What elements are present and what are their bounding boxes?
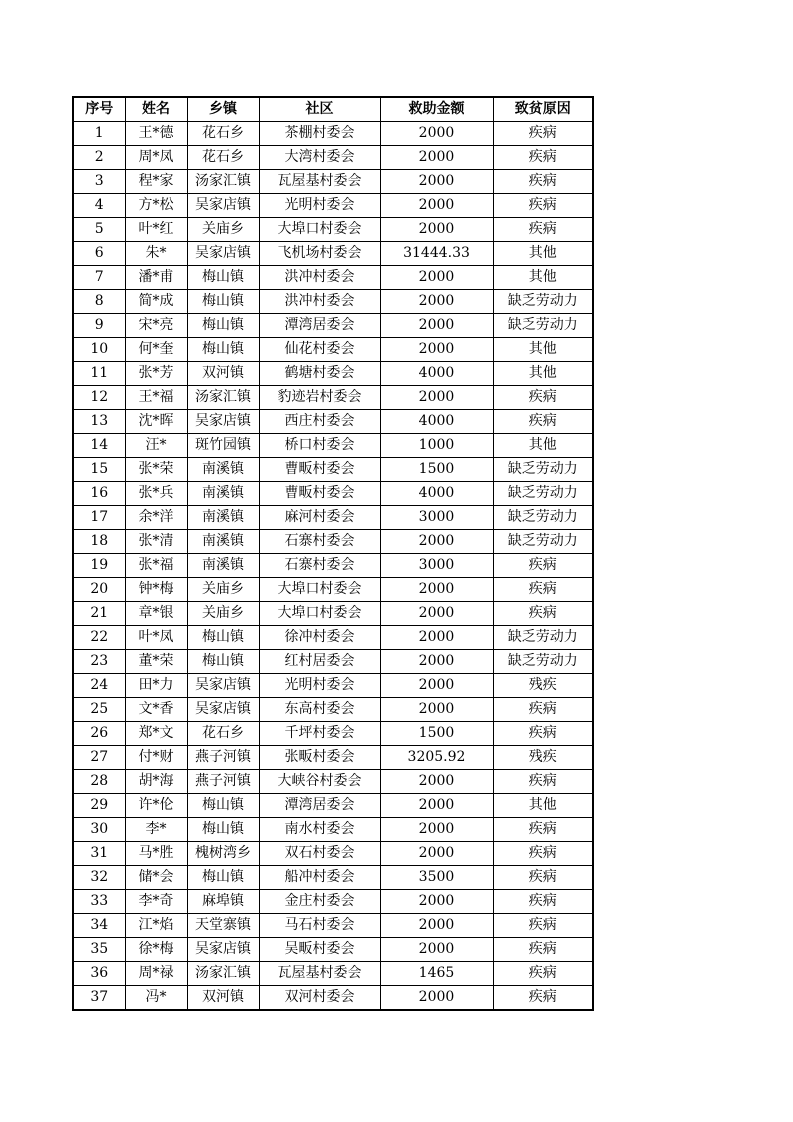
cell-amount: 2000 <box>380 602 493 626</box>
cell-index: 37 <box>73 986 125 1011</box>
cell-amount: 2000 <box>380 314 493 338</box>
cell-amount: 2000 <box>380 146 493 170</box>
table-row <box>73 962 593 986</box>
cell-community: 鹤塘村委会 <box>259 362 380 386</box>
header-community: 社区 <box>259 97 380 122</box>
cell-amount: 2000 <box>380 266 493 290</box>
cell-index: 1 <box>73 122 125 146</box>
cell-index: 35 <box>73 938 125 962</box>
cell-index: 28 <box>73 770 125 794</box>
table-row <box>73 362 593 386</box>
cell-community: 大埠口村委会 <box>259 578 380 602</box>
cell-name: 章*银 <box>125 602 187 626</box>
cell-community: 大湾村委会 <box>259 146 380 170</box>
cell-reason: 其他 <box>493 242 593 266</box>
cell-township: 关庙乡 <box>187 578 259 602</box>
table-row <box>73 410 593 434</box>
header-reason: 致贫原因 <box>493 97 593 122</box>
table-row <box>73 338 593 362</box>
cell-amount: 1465 <box>380 962 493 986</box>
cell-reason: 疾病 <box>493 578 593 602</box>
cell-reason: 缺乏劳动力 <box>493 506 593 530</box>
cell-index: 33 <box>73 890 125 914</box>
cell-township: 花石乡 <box>187 122 259 146</box>
cell-name: 李* <box>125 818 187 842</box>
cell-reason: 缺乏劳动力 <box>493 314 593 338</box>
cell-index: 32 <box>73 866 125 890</box>
cell-community: 瓦屋基村委会 <box>259 962 380 986</box>
cell-name: 张*清 <box>125 530 187 554</box>
cell-index: 36 <box>73 962 125 986</box>
cell-reason: 疾病 <box>493 698 593 722</box>
cell-index: 34 <box>73 914 125 938</box>
table-row <box>73 626 593 650</box>
cell-amount: 2000 <box>380 914 493 938</box>
cell-township: 吴家店镇 <box>187 410 259 434</box>
cell-reason: 疾病 <box>493 818 593 842</box>
cell-township: 梅山镇 <box>187 794 259 818</box>
cell-reason: 缺乏劳动力 <box>493 530 593 554</box>
cell-community: 曹畈村委会 <box>259 458 380 482</box>
cell-reason: 疾病 <box>493 722 593 746</box>
cell-amount: 2000 <box>380 338 493 362</box>
cell-community: 东高村委会 <box>259 698 380 722</box>
cell-name: 田*力 <box>125 674 187 698</box>
cell-reason: 缺乏劳动力 <box>493 458 593 482</box>
table-header <box>73 97 593 122</box>
cell-amount: 2000 <box>380 770 493 794</box>
cell-reason: 其他 <box>493 362 593 386</box>
cell-reason: 残疾 <box>493 674 593 698</box>
cell-index: 11 <box>73 362 125 386</box>
cell-amount: 2000 <box>380 530 493 554</box>
cell-amount: 2000 <box>380 794 493 818</box>
cell-township: 梅山镇 <box>187 314 259 338</box>
cell-index: 25 <box>73 698 125 722</box>
cell-township: 关庙乡 <box>187 218 259 242</box>
cell-township: 吴家店镇 <box>187 242 259 266</box>
cell-name: 宋*亮 <box>125 314 187 338</box>
cell-community: 大埠口村委会 <box>259 218 380 242</box>
table-row <box>73 722 593 746</box>
cell-reason: 其他 <box>493 266 593 290</box>
cell-community: 飞机场村委会 <box>259 242 380 266</box>
cell-amount: 2000 <box>380 890 493 914</box>
cell-amount: 2000 <box>380 626 493 650</box>
table-row <box>73 818 593 842</box>
cell-reason: 疾病 <box>493 842 593 866</box>
cell-township: 梅山镇 <box>187 650 259 674</box>
cell-reason: 缺乏劳动力 <box>493 482 593 506</box>
cell-reason: 缺乏劳动力 <box>493 626 593 650</box>
cell-community: 瓦屋基村委会 <box>259 170 380 194</box>
cell-township: 吴家店镇 <box>187 698 259 722</box>
cell-amount: 2000 <box>380 194 493 218</box>
cell-reason: 疾病 <box>493 194 593 218</box>
cell-amount: 3500 <box>380 866 493 890</box>
cell-township: 汤家汇镇 <box>187 386 259 410</box>
table-row <box>73 866 593 890</box>
cell-township: 南溪镇 <box>187 458 259 482</box>
cell-amount: 2000 <box>380 170 493 194</box>
table-row <box>73 170 593 194</box>
cell-township: 梅山镇 <box>187 290 259 314</box>
cell-name: 胡*海 <box>125 770 187 794</box>
table-row <box>73 218 593 242</box>
cell-index: 18 <box>73 530 125 554</box>
cell-name: 王*福 <box>125 386 187 410</box>
cell-amount: 1500 <box>380 722 493 746</box>
table-row <box>73 842 593 866</box>
table-row <box>73 890 593 914</box>
cell-amount: 2000 <box>380 842 493 866</box>
cell-township: 梅山镇 <box>187 266 259 290</box>
header-name: 姓名 <box>125 97 187 122</box>
cell-reason: 疾病 <box>493 410 593 434</box>
header-amount: 救助金额 <box>380 97 493 122</box>
cell-name: 叶*凤 <box>125 626 187 650</box>
cell-amount: 2000 <box>380 674 493 698</box>
cell-township: 梅山镇 <box>187 626 259 650</box>
cell-index: 13 <box>73 410 125 434</box>
cell-amount: 2000 <box>380 122 493 146</box>
cell-township: 燕子河镇 <box>187 770 259 794</box>
cell-index: 29 <box>73 794 125 818</box>
cell-name: 张*荣 <box>125 458 187 482</box>
cell-township: 双河镇 <box>187 362 259 386</box>
cell-community: 潭湾居委会 <box>259 794 380 818</box>
cell-community: 千坪村委会 <box>259 722 380 746</box>
cell-community: 金庄村委会 <box>259 890 380 914</box>
cell-index: 30 <box>73 818 125 842</box>
cell-community: 大埠口村委会 <box>259 602 380 626</box>
cell-amount: 3205.92 <box>380 746 493 770</box>
cell-index: 5 <box>73 218 125 242</box>
cell-index: 9 <box>73 314 125 338</box>
cell-community: 张畈村委会 <box>259 746 380 770</box>
cell-township: 南溪镇 <box>187 530 259 554</box>
table-row <box>73 194 593 218</box>
cell-reason: 其他 <box>493 794 593 818</box>
table-row <box>73 122 593 146</box>
cell-community: 双石村委会 <box>259 842 380 866</box>
cell-reason: 缺乏劳动力 <box>493 650 593 674</box>
table-row <box>73 290 593 314</box>
cell-township: 吴家店镇 <box>187 674 259 698</box>
cell-amount: 1500 <box>380 458 493 482</box>
table-row <box>73 242 593 266</box>
cell-community: 曹畈村委会 <box>259 482 380 506</box>
cell-community: 桥口村委会 <box>259 434 380 458</box>
cell-name: 钟*梅 <box>125 578 187 602</box>
cell-name: 王*德 <box>125 122 187 146</box>
cell-township: 汤家汇镇 <box>187 962 259 986</box>
cell-community: 徐冲村委会 <box>259 626 380 650</box>
cell-amount: 2000 <box>380 986 493 1011</box>
table-row <box>73 986 593 1011</box>
table-row <box>73 650 593 674</box>
cell-index: 15 <box>73 458 125 482</box>
cell-township: 麻埠镇 <box>187 890 259 914</box>
table-row <box>73 482 593 506</box>
cell-township: 吴家店镇 <box>187 194 259 218</box>
cell-community: 洪冲村委会 <box>259 290 380 314</box>
cell-community: 马石村委会 <box>259 914 380 938</box>
header-township: 乡镇 <box>187 97 259 122</box>
cell-name: 李*奇 <box>125 890 187 914</box>
cell-township: 花石乡 <box>187 146 259 170</box>
cell-name: 朱* <box>125 242 187 266</box>
cell-name: 储*会 <box>125 866 187 890</box>
cell-index: 4 <box>73 194 125 218</box>
table-row <box>73 578 593 602</box>
cell-community: 石寨村委会 <box>259 530 380 554</box>
cell-reason: 其他 <box>493 338 593 362</box>
cell-name: 潘*甫 <box>125 266 187 290</box>
cell-township: 梅山镇 <box>187 338 259 362</box>
cell-community: 双河村委会 <box>259 986 380 1011</box>
cell-name: 马*胜 <box>125 842 187 866</box>
cell-index: 16 <box>73 482 125 506</box>
cell-community: 光明村委会 <box>259 194 380 218</box>
cell-community: 豹迹岩村委会 <box>259 386 380 410</box>
cell-reason: 疾病 <box>493 170 593 194</box>
cell-amount: 2000 <box>380 290 493 314</box>
cell-name: 文*香 <box>125 698 187 722</box>
table-row <box>73 698 593 722</box>
cell-name: 郑*文 <box>125 722 187 746</box>
cell-community: 船冲村委会 <box>259 866 380 890</box>
cell-index: 23 <box>73 650 125 674</box>
cell-community: 吴畈村委会 <box>259 938 380 962</box>
cell-amount: 4000 <box>380 410 493 434</box>
table-row <box>73 746 593 770</box>
cell-name: 周*禄 <box>125 962 187 986</box>
table-row <box>73 146 593 170</box>
table-row <box>73 266 593 290</box>
cell-township: 吴家店镇 <box>187 938 259 962</box>
table-row <box>73 530 593 554</box>
cell-amount: 31444.33 <box>380 242 493 266</box>
cell-reason: 疾病 <box>493 386 593 410</box>
cell-community: 大峡谷村委会 <box>259 770 380 794</box>
cell-reason: 疾病 <box>493 122 593 146</box>
cell-index: 19 <box>73 554 125 578</box>
cell-reason: 疾病 <box>493 602 593 626</box>
cell-name: 汪* <box>125 434 187 458</box>
table-row <box>73 602 593 626</box>
cell-name: 张*芳 <box>125 362 187 386</box>
cell-name: 叶*红 <box>125 218 187 242</box>
cell-name: 张*兵 <box>125 482 187 506</box>
cell-reason: 疾病 <box>493 866 593 890</box>
cell-township: 梅山镇 <box>187 818 259 842</box>
cell-name: 江*焰 <box>125 914 187 938</box>
cell-amount: 4000 <box>380 362 493 386</box>
cell-amount: 3000 <box>380 506 493 530</box>
cell-index: 7 <box>73 266 125 290</box>
cell-index: 3 <box>73 170 125 194</box>
cell-index: 12 <box>73 386 125 410</box>
cell-amount: 2000 <box>380 650 493 674</box>
cell-index: 24 <box>73 674 125 698</box>
cell-reason: 疾病 <box>493 770 593 794</box>
cell-index: 17 <box>73 506 125 530</box>
table-row <box>73 434 593 458</box>
cell-name: 许*伦 <box>125 794 187 818</box>
cell-amount: 2000 <box>380 386 493 410</box>
cell-name: 简*成 <box>125 290 187 314</box>
cell-name: 付*财 <box>125 746 187 770</box>
cell-name: 张*福 <box>125 554 187 578</box>
cell-reason: 疾病 <box>493 554 593 578</box>
cell-index: 6 <box>73 242 125 266</box>
cell-index: 31 <box>73 842 125 866</box>
cell-name: 何*奎 <box>125 338 187 362</box>
cell-name: 冯* <box>125 986 187 1011</box>
cell-amount: 2000 <box>380 698 493 722</box>
cell-amount: 2000 <box>380 578 493 602</box>
cell-community: 茶棚村委会 <box>259 122 380 146</box>
cell-township: 梅山镇 <box>187 866 259 890</box>
cell-reason: 残疾 <box>493 746 593 770</box>
cell-amount: 2000 <box>380 218 493 242</box>
cell-township: 天堂寨镇 <box>187 914 259 938</box>
cell-community: 仙花村委会 <box>259 338 380 362</box>
cell-index: 10 <box>73 338 125 362</box>
cell-index: 27 <box>73 746 125 770</box>
cell-index: 21 <box>73 602 125 626</box>
cell-community: 红村居委会 <box>259 650 380 674</box>
table-row <box>73 770 593 794</box>
cell-township: 燕子河镇 <box>187 746 259 770</box>
cell-index: 22 <box>73 626 125 650</box>
cell-reason: 疾病 <box>493 962 593 986</box>
cell-reason: 其他 <box>493 434 593 458</box>
cell-township: 花石乡 <box>187 722 259 746</box>
cell-township: 双河镇 <box>187 986 259 1011</box>
cell-community: 洪冲村委会 <box>259 266 380 290</box>
cell-township: 关庙乡 <box>187 602 259 626</box>
cell-index: 2 <box>73 146 125 170</box>
table-row <box>73 938 593 962</box>
cell-amount: 2000 <box>380 818 493 842</box>
table-row <box>73 386 593 410</box>
cell-community: 石寨村委会 <box>259 554 380 578</box>
cell-township: 槐树湾乡 <box>187 842 259 866</box>
cell-name: 方*松 <box>125 194 187 218</box>
table-row <box>73 914 593 938</box>
header-row <box>73 97 593 122</box>
cell-name: 徐*梅 <box>125 938 187 962</box>
header-index: 序号 <box>73 97 125 122</box>
cell-name: 董*荣 <box>125 650 187 674</box>
table-body <box>73 122 593 1011</box>
cell-name: 沈*晖 <box>125 410 187 434</box>
cell-amount: 4000 <box>380 482 493 506</box>
cell-reason: 缺乏劳动力 <box>493 290 593 314</box>
cell-amount: 3000 <box>380 554 493 578</box>
cell-index: 26 <box>73 722 125 746</box>
cell-reason: 疾病 <box>493 938 593 962</box>
cell-index: 8 <box>73 290 125 314</box>
relief-table <box>72 96 594 1011</box>
cell-reason: 疾病 <box>493 890 593 914</box>
cell-township: 南溪镇 <box>187 506 259 530</box>
cell-township: 汤家汇镇 <box>187 170 259 194</box>
cell-community: 麻河村委会 <box>259 506 380 530</box>
table-row <box>73 794 593 818</box>
cell-community: 南水村委会 <box>259 818 380 842</box>
cell-reason: 疾病 <box>493 914 593 938</box>
cell-name: 周*凤 <box>125 146 187 170</box>
table-row <box>73 506 593 530</box>
cell-township: 南溪镇 <box>187 482 259 506</box>
table-row <box>73 554 593 578</box>
cell-township: 斑竹园镇 <box>187 434 259 458</box>
cell-amount: 2000 <box>380 938 493 962</box>
table-row <box>73 674 593 698</box>
cell-reason: 疾病 <box>493 218 593 242</box>
cell-index: 14 <box>73 434 125 458</box>
table-row <box>73 314 593 338</box>
table-row <box>73 458 593 482</box>
cell-reason: 疾病 <box>493 986 593 1011</box>
cell-index: 20 <box>73 578 125 602</box>
cell-community: 西庄村委会 <box>259 410 380 434</box>
cell-name: 余*洋 <box>125 506 187 530</box>
cell-name: 程*家 <box>125 170 187 194</box>
cell-community: 潭湾居委会 <box>259 314 380 338</box>
cell-amount: 1000 <box>380 434 493 458</box>
cell-township: 南溪镇 <box>187 554 259 578</box>
cell-reason: 疾病 <box>493 146 593 170</box>
cell-community: 光明村委会 <box>259 674 380 698</box>
